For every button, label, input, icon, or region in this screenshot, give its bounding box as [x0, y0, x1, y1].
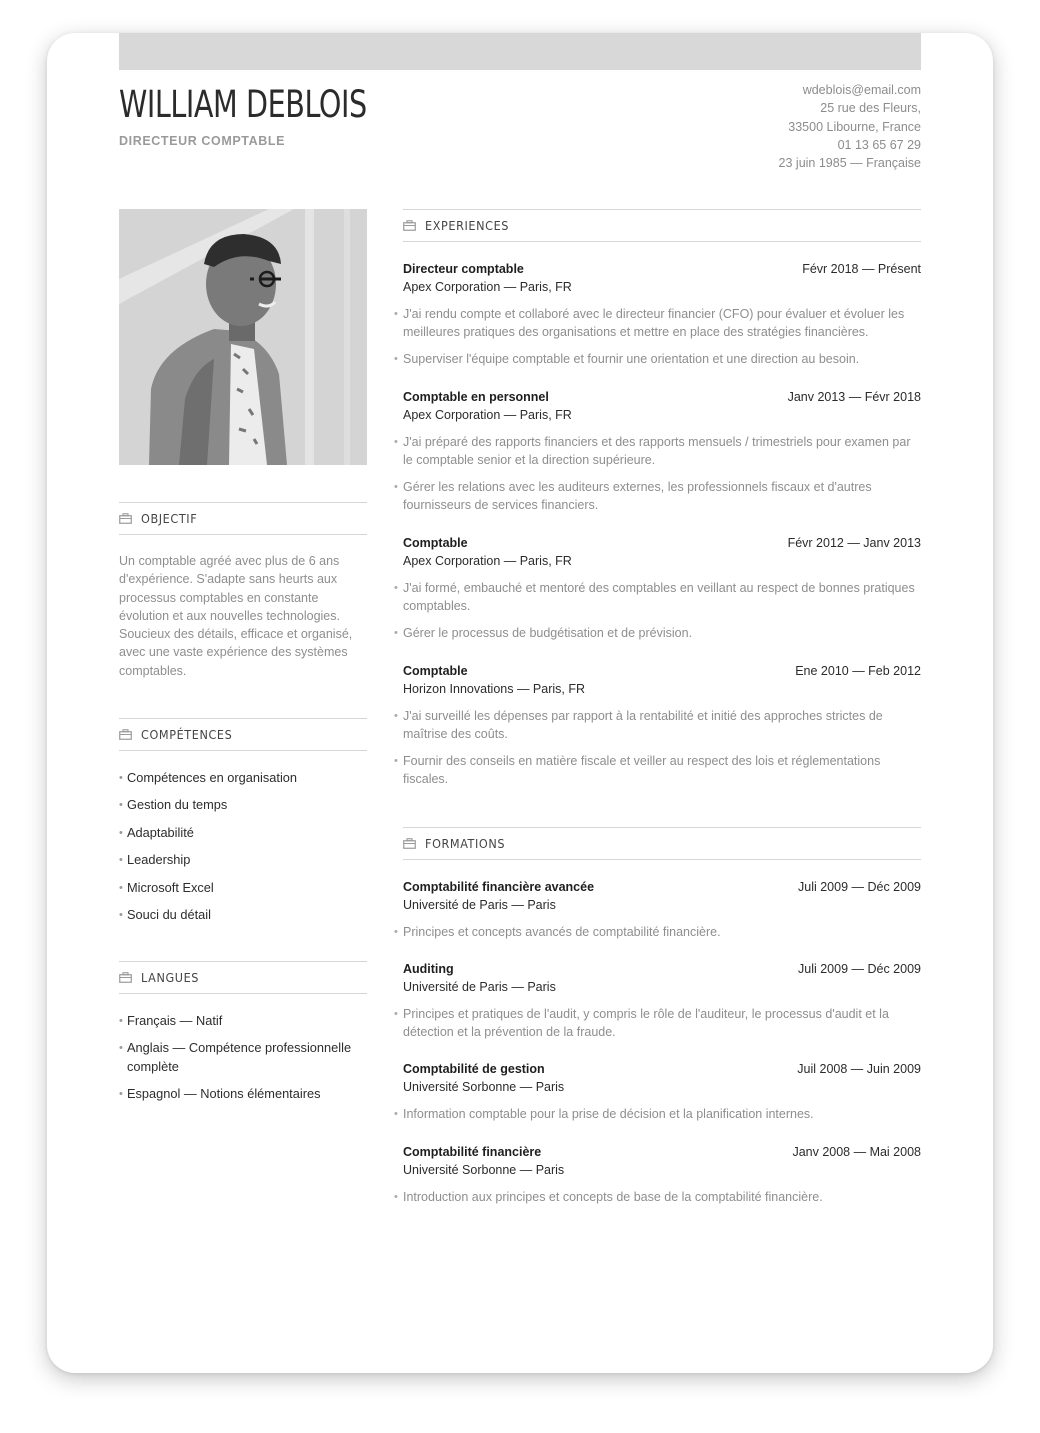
entry-dates: Ene 2010 — Feb 2012: [795, 664, 921, 678]
entry-bullet: • J'ai rendu compte et collaboré avec le directeur financier (CFO) pour évaluer et évoluer les meilleures pratiques des organisations et mettre en place des stratégies financières.: [403, 305, 921, 342]
contact-city: 33500 Libourne, France: [788, 119, 921, 134]
entry-bullet: • Gérer le processus de budgétisation et de prévision.: [403, 624, 921, 642]
briefcase-icon: [403, 220, 416, 231]
skills-list: [119, 769, 359, 925]
entry-role: Comptable: [403, 664, 468, 678]
briefcase-icon: [119, 513, 132, 524]
skills-title: COMPÉTENCES: [141, 727, 233, 742]
experience-entry: [403, 388, 921, 515]
entry-bullet: • Fournir des conseils en matière fiscale et veiller au respect des lois et réglementations fiscales.: [403, 752, 921, 789]
entry-organization: Université Sorbonne — Paris: [403, 1163, 565, 1178]
languages-section-header: [119, 961, 367, 994]
objective-title: OBJECTIF: [141, 511, 198, 526]
education-title: FORMATIONS: [425, 836, 506, 851]
profile-photo: [119, 209, 367, 465]
experience-entry: [403, 260, 921, 368]
entry-bullet: • J'ai préparé des rapports financiers et des rapports mensuels / trimestriels pour examen par le comptable senior et la direction supérieure.: [403, 433, 921, 470]
entry-organization: Apex Corporation — Paris, FR: [403, 408, 572, 423]
entry-dates: Févr 2018 — Présent: [802, 262, 921, 276]
skill-item: • Leadership: [119, 851, 359, 869]
entry-organization: Apex Corporation — Paris, FR: [403, 554, 572, 569]
briefcase-icon: [119, 972, 132, 983]
skills-section-header: [119, 718, 367, 751]
education-section-header: [403, 827, 921, 860]
education-entry: [403, 1143, 921, 1206]
skill-item: • Microsoft Excel: [119, 879, 359, 897]
education-entry: [403, 960, 921, 1042]
skill-item: • Adaptabilité: [119, 824, 359, 842]
job-title: DIRECTEUR COMPTABLE: [119, 134, 286, 148]
entry-bullet: • Gérer les relations avec les auditeurs externes, les professionnels fiscaux et d'autres fournisseurs de services financiers.: [403, 478, 921, 515]
skill-item: • Gestion du temps: [119, 796, 359, 814]
entry-role: Directeur comptable: [403, 262, 524, 276]
entry-dates: Juli 2009 — Déc 2009: [798, 880, 921, 894]
briefcase-icon: [119, 729, 132, 740]
education-entry: [403, 1060, 921, 1123]
contact-phone[interactable]: 01 13 65 67 29: [837, 137, 921, 152]
education-entry: [403, 878, 921, 941]
contact-birth-nationality: 23 juin 1985 — Française: [778, 156, 921, 171]
contact-street: 25 rue des Fleurs,: [820, 101, 921, 116]
entry-bullet: • Principes et concepts avancés de comptabilité financière.: [403, 923, 921, 941]
resume-page: [47, 33, 993, 1373]
entry-role: Comptabilité financière: [403, 1145, 542, 1159]
entry-dates: Févr 2012 — Janv 2013: [787, 536, 921, 550]
entry-organization: Université Sorbonne — Paris: [403, 1080, 565, 1095]
entry-dates: Janv 2008 — Mai 2008: [792, 1145, 921, 1159]
entry-bullet: • Superviser l'équipe comptable et fournir une orientation et une direction au besoin.: [403, 350, 921, 368]
experience-section-header: [403, 209, 921, 242]
entry-organization: Université de Paris — Paris: [403, 980, 556, 995]
language-item: • Anglais — Compétence professionnelle complète: [119, 1039, 355, 1076]
entry-role: Auditing: [403, 962, 454, 976]
languages-title: LANGUES: [141, 970, 200, 985]
skill-item: • Souci du détail: [119, 906, 359, 924]
objective-text: Un comptable agréé avec plus de 6 ans d'expérience. S'adapte sans heurts aux processus comptables en constante évolution et aux nouvelles technologies. Soucieux des détails, efficace et organisé, avec une vaste expérience des systèmes comptables.: [119, 554, 353, 678]
experience-entry: [403, 662, 921, 789]
skill-item: • Compétences en organisation: [119, 769, 359, 787]
entry-organization: Université de Paris — Paris: [403, 898, 556, 913]
language-item: • Français — Natif: [119, 1012, 355, 1030]
language-item: • Espagnol — Notions élémentaires: [119, 1085, 355, 1103]
entry-dates: Juli 2009 — Déc 2009: [798, 962, 921, 976]
entry-bullet: • Principes et pratiques de l'audit, y compris le rôle de l'auditeur, le processus d'audit et la détection et la prévention de la fraude.: [403, 1005, 921, 1042]
entry-organization: Horizon Innovations — Paris, FR: [403, 682, 586, 697]
entry-bullet: • J'ai surveillé les dépenses par rapport à la rentabilité et initié des approches strictes de maîtrise des coûts.: [403, 707, 921, 744]
entry-dates: Janv 2013 — Févr 2018: [787, 390, 921, 404]
entry-role: Comptable en personnel: [403, 390, 549, 404]
experience-title: EXPERIENCES: [425, 218, 510, 233]
entry-bullet: • Information comptable pour la prise de décision et la planification internes.: [403, 1105, 921, 1123]
briefcase-icon: [403, 838, 416, 849]
contact-email[interactable]: wdeblois@email.com: [802, 83, 921, 97]
entry-role: Comptabilité financière avancée: [403, 880, 595, 894]
entry-dates: Juil 2008 — Juin 2009: [797, 1062, 921, 1076]
objective-section-header: [119, 502, 367, 535]
contact-block: [779, 81, 921, 172]
experience-entry: [403, 534, 921, 642]
entry-role: Comptable: [403, 536, 468, 550]
languages-list: [119, 1012, 355, 1104]
header-bar: [119, 33, 921, 70]
entry-bullet: • Introduction aux principes et concepts de base de la comptabilité financière.: [403, 1188, 921, 1206]
candidate-name: WILLIAM DEBLOIS: [119, 83, 367, 126]
entry-organization: Apex Corporation — Paris, FR: [403, 280, 572, 295]
entry-role: Comptabilité de gestion: [403, 1062, 545, 1076]
entry-bullet: • J'ai formé, embauché et mentoré des comptables en veillant au respect de bonnes pratiques comptables.: [403, 579, 921, 616]
